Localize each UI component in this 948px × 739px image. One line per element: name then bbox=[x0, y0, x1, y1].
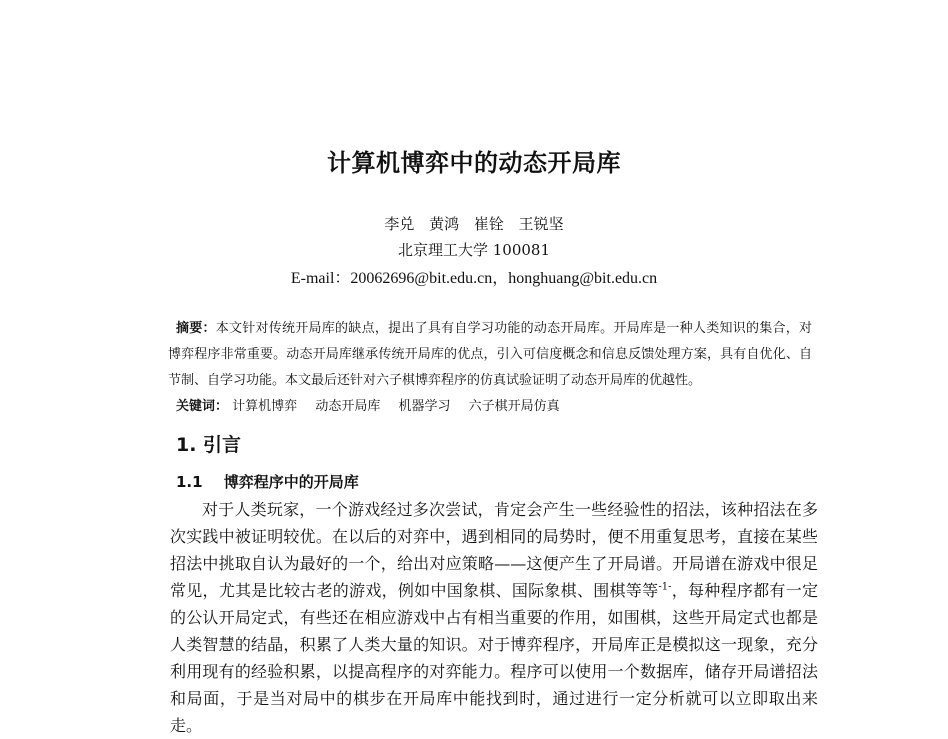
keywords bbox=[176, 395, 816, 414]
contact-email: E-mail：20062696@bit.edu.cn，honghuang@bit.edu.cn bbox=[290, 270, 658, 287]
subsection-heading-opening-book: 1.1 博弈程序中的开局库 bbox=[176, 473, 359, 491]
abstract bbox=[168, 316, 812, 394]
citation-reference: -1- bbox=[658, 581, 672, 593]
keywords-label: 关键词： bbox=[176, 399, 229, 414]
body-text-part-2: ，每种程序都有一定的公认开局定式，有些还在相应游戏中占有相当重要的作用，如围棋，这些开局定式也都是人类智慧的结晶，积累了人类大量的知识。对于博弈程序，开局库正是模拟这一现象，充分利用现有的经验积累，以提高程序的对弈能力。程序可以使用一个数据库，储存开局谱招法和局面，于是当对局中的棋步在开局库中能找到时，通过进行一定分析就可以立即取出来走。 bbox=[170, 581, 818, 735]
body-text-part-1: 对于人类玩家，一个游戏经过多次尝试，肯定会产生一些经验性的招法，该种招法在多次实践中被证明较优。在以后的对弈中，遇到相同的局势时，便不用重复思考，直接在某些招法中挑取自认为最好的一个，给出对应策略——这便产生了开局谱。开局谱在游戏中很足常见，尤其是比较古老的游戏，例如中国象棋、国际象棋、围棋等等 bbox=[170, 500, 818, 600]
keyword: 六子棋开局仿真 bbox=[468, 399, 560, 414]
affiliation: 北京理工大学 100081 bbox=[397, 241, 551, 259]
keyword: 动态开局库 bbox=[315, 399, 381, 414]
abstract-text: 本文针对传统开局库的缺点，提出了具有自学习功能的动态开局库。开局库是一种人类知识的集合，对博弈程序非常重要。动态开局库继承传统开局库的优点，引入可信度概念和信息反馈处理方案，具有自优化、自节制、自学习功能。本文最后还针对六子棋博弈程序的仿真试验证明了动态开局库的优越性。 bbox=[168, 321, 812, 388]
author-list: 李兑 黄鸿 崔铨 王锐坚 bbox=[384, 215, 564, 233]
paper-title: 计算机博弈中的动态开局库 bbox=[327, 149, 621, 177]
keyword: 计算机博弈 bbox=[232, 399, 298, 414]
section-heading-introduction: 1. 引言 bbox=[176, 434, 242, 456]
keyword: 机器学习 bbox=[398, 399, 451, 414]
abstract-label: 摘要： bbox=[176, 321, 216, 336]
